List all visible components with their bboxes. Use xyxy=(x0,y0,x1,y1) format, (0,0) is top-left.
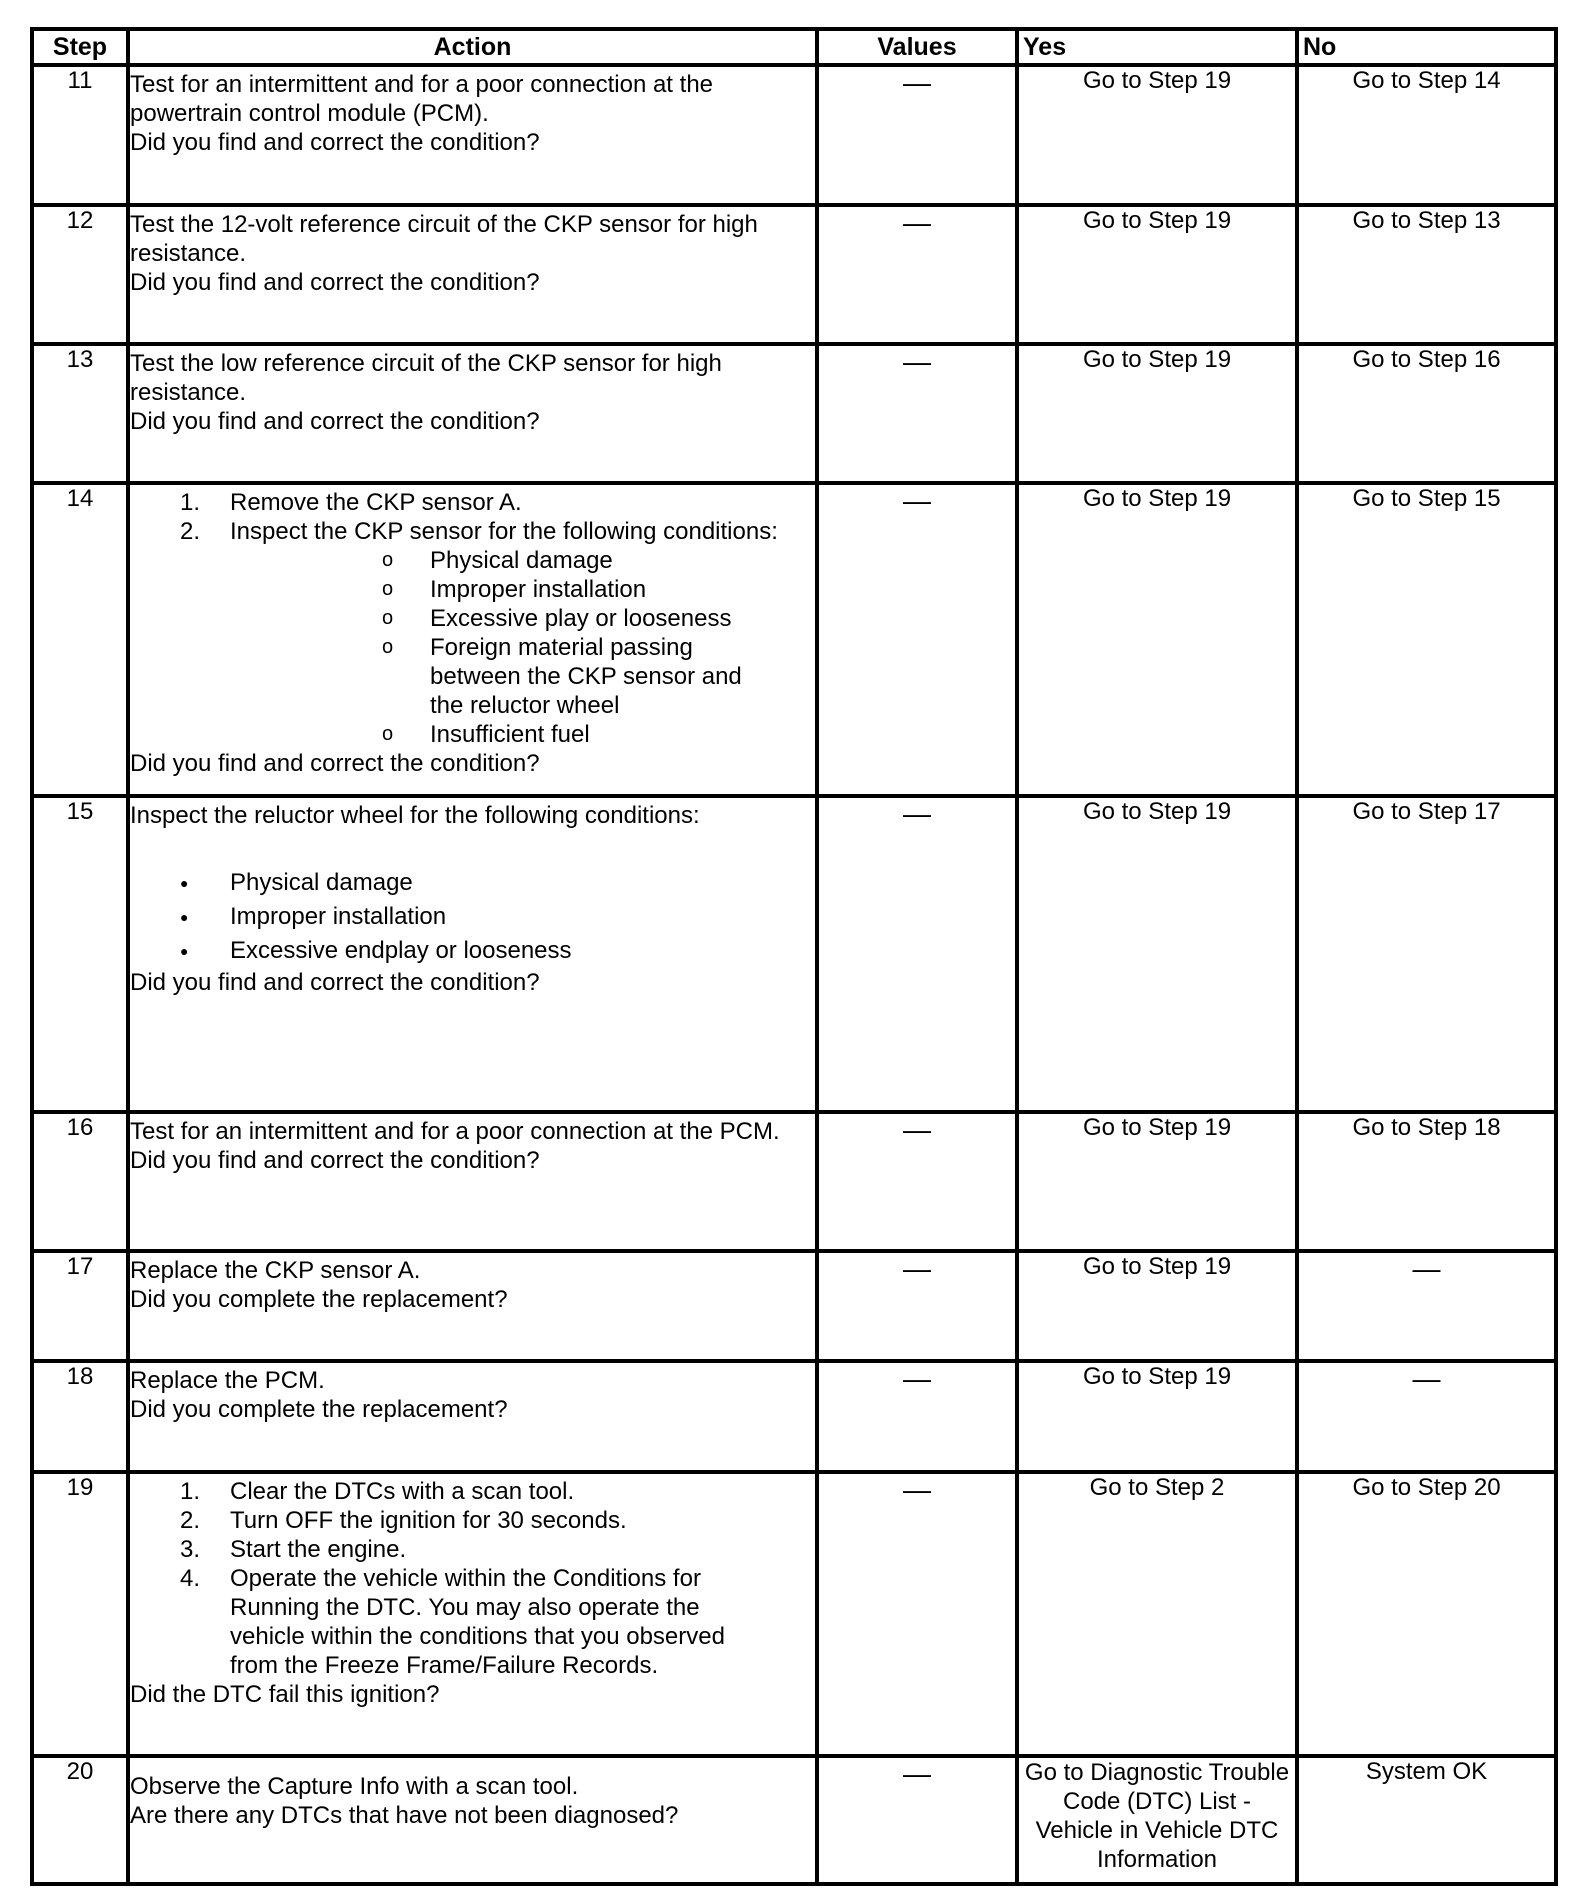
list-item: 4. Operate the vehicle within the Conditions for Running the DTC. You may also operate the vehicle within the conditions that you observed from the Freeze Frame/Failure Records. xyxy=(180,1565,725,1679)
action-text: Observe the Capture Info with a scan tool. xyxy=(130,1773,579,1800)
table-row xyxy=(32,1756,1556,1884)
sublist-item: o Foreign material passing between the CKP sensor and the reluctor wheel xyxy=(230,633,815,720)
table-row xyxy=(32,483,1556,796)
action-text: Test for an intermittent and for a poor connection at the powertrain control module (PCM). xyxy=(130,71,714,127)
values-cell: — xyxy=(817,1756,1017,1884)
table-row xyxy=(32,1472,1556,1756)
action-text: Test for an intermittent and for a poor connection at the PCM. xyxy=(130,1118,780,1145)
action-text: Replace the PCM. xyxy=(130,1367,325,1394)
condition-sublist xyxy=(230,546,815,749)
yes-result: Go to Step 19 xyxy=(1017,483,1297,796)
yes-result: Go to Step 19 xyxy=(1017,344,1297,483)
step-number: 14 xyxy=(32,483,128,796)
action-question: Did you find and correct the condition? xyxy=(130,1147,540,1174)
action-text: Inspect the reluctor wheel for the following conditions: xyxy=(130,802,700,829)
list-item: 1. Remove the CKP sensor A. xyxy=(180,489,522,516)
no-result: System OK xyxy=(1297,1756,1556,1884)
no-result: Go to Step 13 xyxy=(1297,205,1556,344)
action-question: Did you complete the replacement? xyxy=(130,1286,508,1313)
step-number: 20 xyxy=(32,1756,128,1884)
sublist-item: o Physical damage xyxy=(230,546,815,575)
table-row xyxy=(32,65,1556,205)
sublist-item: o Excessive play or looseness xyxy=(230,604,815,633)
step-number: 18 xyxy=(32,1361,128,1472)
no-result: Go to Step 14 xyxy=(1297,65,1556,205)
step-number: 19 xyxy=(32,1472,128,1756)
no-result: — xyxy=(1297,1251,1556,1361)
step-number: 13 xyxy=(32,344,128,483)
no-result: Go to Step 17 xyxy=(1297,796,1556,1112)
values-cell: — xyxy=(817,205,1017,344)
action-cell xyxy=(128,483,817,796)
no-result: Go to Step 15 xyxy=(1297,483,1556,796)
step-number: 11 xyxy=(32,65,128,205)
list-item: ● Improper installation xyxy=(130,900,815,934)
yes-result: Go to Step 2 xyxy=(1017,1472,1297,1756)
table-row xyxy=(32,205,1556,344)
yes-result: Go to Step 19 xyxy=(1017,1361,1297,1472)
header-action: Action xyxy=(128,29,817,65)
values-cell: — xyxy=(817,1112,1017,1251)
bullet-list xyxy=(130,866,815,968)
values-cell: — xyxy=(817,344,1017,483)
step-number: 12 xyxy=(32,205,128,344)
values-cell: — xyxy=(817,1361,1017,1472)
action-text: Replace the CKP sensor A. xyxy=(130,1257,421,1284)
action-cell xyxy=(128,1251,817,1361)
action-cell xyxy=(128,1112,817,1251)
table-row xyxy=(32,1361,1556,1472)
list-item: 2. Inspect the CKP sensor for the following conditions: o Physical damage o Improper installation o Excessive play or looseness o Foreign material passing between the CKP sensor and the reluctor wheel o Insufficient fuel xyxy=(130,517,815,749)
action-text: Test the 12-volt reference circuit of the CKP sensor for high resistance. xyxy=(130,211,758,267)
yes-result-link[interactable]: Go to Diagnostic Trouble Code (DTC) List - Vehicle in Vehicle DTC Information xyxy=(1017,1756,1297,1884)
yes-result: Go to Step 19 xyxy=(1017,1251,1297,1361)
action-cell xyxy=(128,65,817,205)
action-question: Did you find and correct the condition? xyxy=(130,969,540,996)
values-cell: — xyxy=(817,65,1017,205)
list-item: 1. Clear the DTCs with a scan tool. xyxy=(180,1478,575,1505)
table-header-row xyxy=(32,29,1556,65)
action-cell xyxy=(128,344,817,483)
sublist-item: o Improper installation xyxy=(230,575,815,604)
action-cell xyxy=(128,1756,817,1884)
action-question: Did you find and correct the condition? xyxy=(130,129,540,156)
action-cell xyxy=(128,205,817,344)
values-cell: — xyxy=(817,1251,1017,1361)
no-result: — xyxy=(1297,1361,1556,1472)
table-row xyxy=(32,1251,1556,1361)
action-text: Test the low reference circuit of the CKP sensor for high resistance. xyxy=(130,350,722,406)
table-row xyxy=(32,344,1556,483)
list-item: ● Excessive endplay or looseness xyxy=(130,934,815,968)
list-item: ● Physical damage xyxy=(130,866,815,900)
yes-result: Go to Step 19 xyxy=(1017,65,1297,205)
yes-result: Go to Step 19 xyxy=(1017,796,1297,1112)
action-cell xyxy=(128,1361,817,1472)
diagnostic-document xyxy=(30,27,1558,1886)
action-question: Did you find and correct the condition? xyxy=(130,408,540,435)
yes-result: Go to Step 19 xyxy=(1017,205,1297,344)
list-item: 3. Start the engine. xyxy=(180,1536,407,1563)
step-number: 15 xyxy=(32,796,128,1112)
action-question: Did you find and correct the condition? xyxy=(130,269,540,296)
values-cell: — xyxy=(817,1472,1017,1756)
header-yes: Yes xyxy=(1017,29,1297,65)
values-cell: — xyxy=(817,483,1017,796)
no-result: Go to Step 16 xyxy=(1297,344,1556,483)
table-row xyxy=(32,1112,1556,1251)
header-values: Values xyxy=(817,29,1017,65)
no-result: Go to Step 18 xyxy=(1297,1112,1556,1251)
sublist-item: o Insufficient fuel xyxy=(230,720,815,749)
header-step: Step xyxy=(32,29,128,65)
list-item: 2. Turn OFF the ignition for 30 seconds. xyxy=(180,1507,627,1534)
numbered-list xyxy=(130,1474,815,1680)
header-no: No xyxy=(1297,29,1556,65)
action-cell xyxy=(128,1472,817,1756)
step-number: 17 xyxy=(32,1251,128,1361)
action-cell xyxy=(128,796,817,1112)
values-cell: — xyxy=(817,796,1017,1112)
action-question: Are there any DTCs that have not been diagnosed? xyxy=(130,1802,679,1829)
action-question: Did you find and correct the condition? xyxy=(130,750,540,777)
action-question: Did the DTC fail this ignition? xyxy=(130,1681,440,1708)
numbered-list xyxy=(130,485,815,749)
step-number: 16 xyxy=(32,1112,128,1251)
diagnostic-table xyxy=(30,27,1558,1886)
yes-result: Go to Step 19 xyxy=(1017,1112,1297,1251)
action-question: Did you complete the replacement? xyxy=(130,1396,508,1423)
no-result: Go to Step 20 xyxy=(1297,1472,1556,1756)
table-row xyxy=(32,796,1556,1112)
